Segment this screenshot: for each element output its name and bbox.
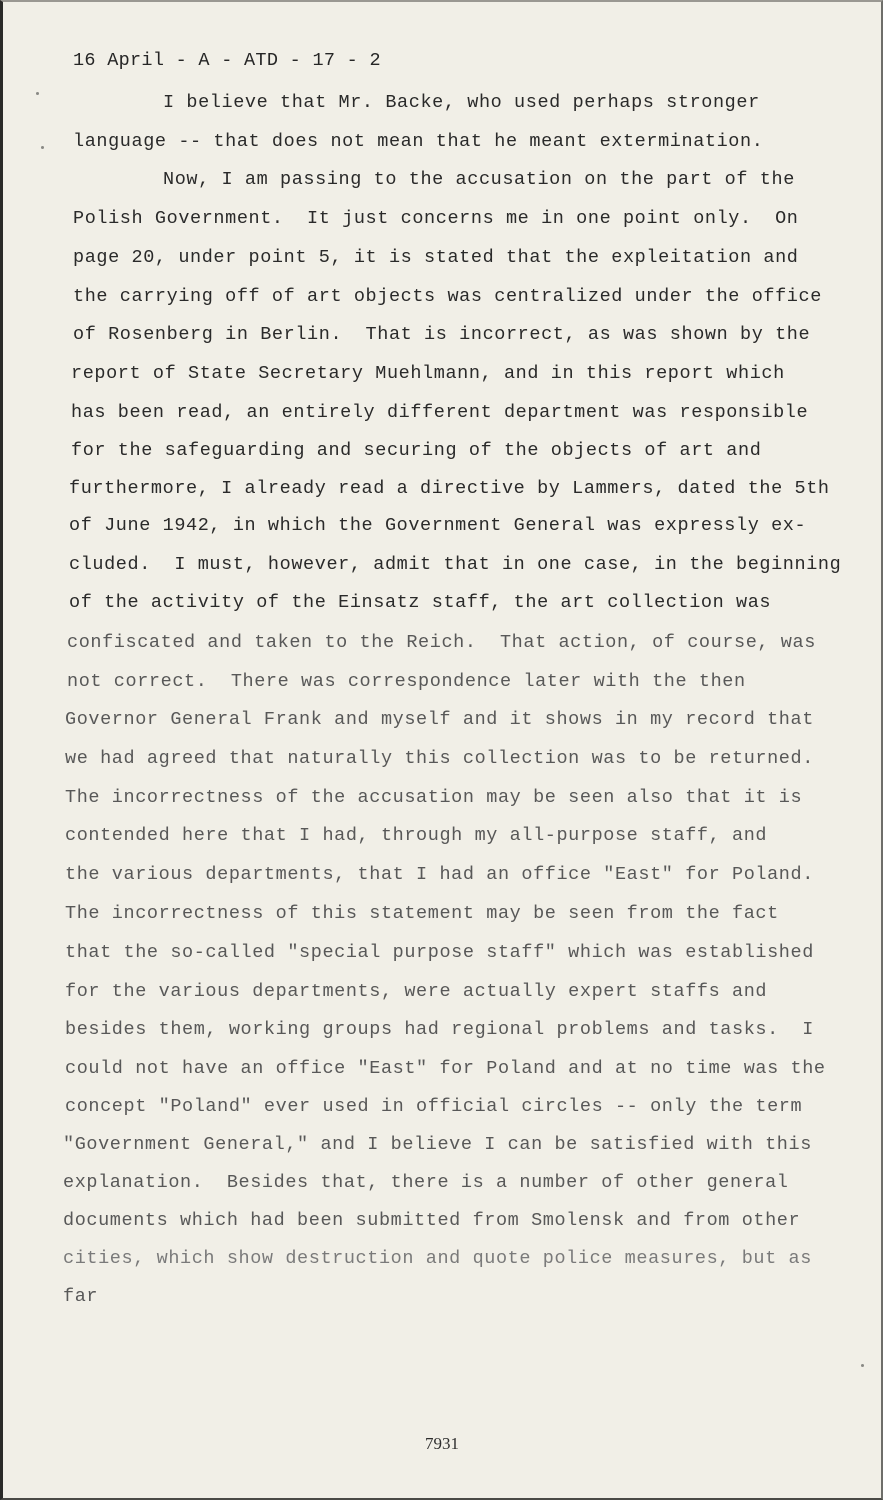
text-line: Governor General Frank and myself and it shows in my record that	[65, 709, 814, 730]
text-line: cities, which show destruction and quote police measures, but as	[63, 1248, 812, 1269]
text-line: I believe that Mr. Backe, who used perhaps stronger	[163, 92, 760, 113]
text-line: Polish Government. It just concerns me in one point only. On	[73, 208, 799, 229]
text-line: "Government General," and I believe I can be satisfied with this	[63, 1134, 812, 1155]
text-line: not correct. There was correspondence later with the then	[67, 671, 746, 692]
text-line: contended here that I had, through my all-purpose staff, and	[65, 825, 768, 846]
text-line: the carrying off of art objects was centralized under the office	[73, 286, 822, 307]
paper-speck	[861, 1364, 864, 1367]
text-line: besides them, working groups had regional problems and tasks. I	[65, 1019, 814, 1040]
text-line: furthermore, I already read a directive by Lammers, dated the 5th	[69, 478, 830, 499]
text-line: for the safeguarding and securing of the objects of art and	[71, 440, 762, 461]
text-line: page 20, under point 5, it is stated that the expleitation and	[73, 247, 799, 268]
text-line: documents which had been submitted from Smolensk and from other	[63, 1210, 801, 1231]
text-line: for the various departments, were actually expert staffs and	[65, 981, 768, 1002]
text-line: of June 1942, in which the Government General was expressly ex-	[69, 515, 807, 536]
page-number: 7931	[425, 1434, 459, 1453]
text-line: of the activity of the Einsatz staff, the art collection was	[69, 592, 772, 613]
text-line: cluded. I must, however, admit that in one case, in the beginning	[69, 554, 842, 575]
document-header: 16 April - A - ATD - 17 - 2	[73, 50, 381, 71]
text-line: could not have an office "East" for Poland and at no time was the	[65, 1058, 826, 1079]
text-line: report of State Secretary Muehlmann, and in this report which	[71, 363, 785, 384]
text-line: language -- that does not mean that he meant extermination.	[73, 131, 764, 152]
paper-speck	[36, 92, 39, 95]
paper-speck	[41, 146, 44, 149]
text-line: has been read, an entirely different department was responsible	[71, 402, 809, 423]
text-line: far	[63, 1286, 99, 1307]
text-line: explanation. Besides that, there is a number of other general	[63, 1172, 789, 1193]
text-line: the various departments, that I had an office "East" for Poland.	[65, 864, 814, 885]
text-line: of Rosenberg in Berlin. That is incorrect, as was shown by the	[73, 324, 811, 345]
text-line: that the so-called "special purpose staff" which was established	[65, 942, 814, 963]
text-line: The incorrectness of the accusation may be seen also that it is	[65, 787, 803, 808]
text-line: confiscated and taken to the Reich. That action, of course, was	[67, 632, 816, 653]
text-line: we had agreed that naturally this collection was to be returned.	[65, 748, 814, 769]
text-line: The incorrectness of this statement may be seen from the fact	[65, 903, 779, 924]
text-line: concept "Poland" ever used in official circles -- only the term	[65, 1096, 803, 1117]
text-line: Now, I am passing to the accusation on the part of the	[163, 169, 795, 190]
